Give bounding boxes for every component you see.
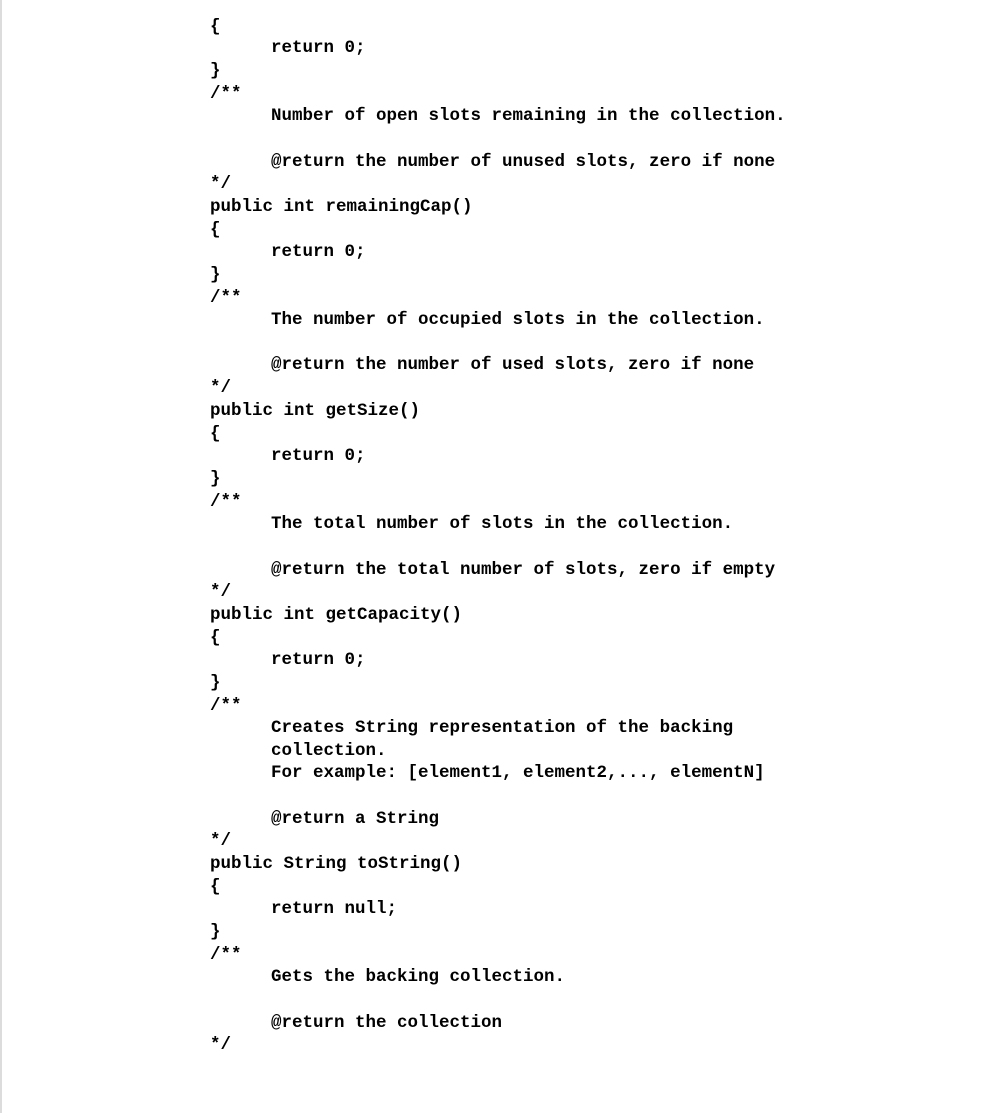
code-line: @return the collection <box>271 1013 503 1033</box>
code-line: */ <box>210 1035 232 1055</box>
code-line: */ <box>210 831 232 851</box>
code-line: { <box>210 220 221 240</box>
code-line: return 0; <box>271 446 366 466</box>
code-line: { <box>210 628 221 648</box>
code-line: Number of open slots remaining in the collection. <box>271 106 786 126</box>
code-line: { <box>210 17 221 37</box>
code-line: /** <box>210 696 242 716</box>
code-line: /** <box>210 945 242 965</box>
code-line: public String toString() <box>210 854 463 874</box>
code-line: */ <box>210 174 232 194</box>
code-line: { <box>210 424 221 444</box>
code-line: } <box>210 469 221 489</box>
code-line: return 0; <box>271 38 366 58</box>
code-line: For example: [element1, element2,..., elementN] <box>271 763 765 783</box>
code-line: @return the number of used slots, zero if none <box>271 355 755 375</box>
code-line: @return a String <box>271 809 440 829</box>
code-line: } <box>210 673 221 693</box>
code-line: /** <box>210 84 242 104</box>
code-line: /** <box>210 288 242 308</box>
code-line: */ <box>210 582 232 602</box>
page-left-border <box>0 0 2 1113</box>
code-line: public int getCapacity() <box>210 605 463 625</box>
code-line: /** <box>210 492 242 512</box>
code-line: @return the total number of slots, zero if empty <box>271 560 776 580</box>
code-line: The number of occupied slots in the collection. <box>271 310 765 330</box>
code-line: public int remainingCap() <box>210 197 473 217</box>
code-line: collection. <box>271 741 387 761</box>
code-line: */ <box>210 378 232 398</box>
code-line: } <box>210 61 221 81</box>
code-line: return null; <box>271 899 398 919</box>
code-line: The total number of slots in the collection. <box>271 514 734 534</box>
code-line: @return the number of unused slots, zero if none <box>271 152 776 172</box>
code-line: Gets the backing collection. <box>271 967 566 987</box>
code-line: public int getSize() <box>210 401 421 421</box>
code-line: } <box>210 265 221 285</box>
code-line: return 0; <box>271 242 366 262</box>
code-line: return 0; <box>271 650 366 670</box>
code-line: } <box>210 922 221 942</box>
code-line: { <box>210 877 221 897</box>
code-line: Creates String representation of the backing <box>271 718 734 738</box>
